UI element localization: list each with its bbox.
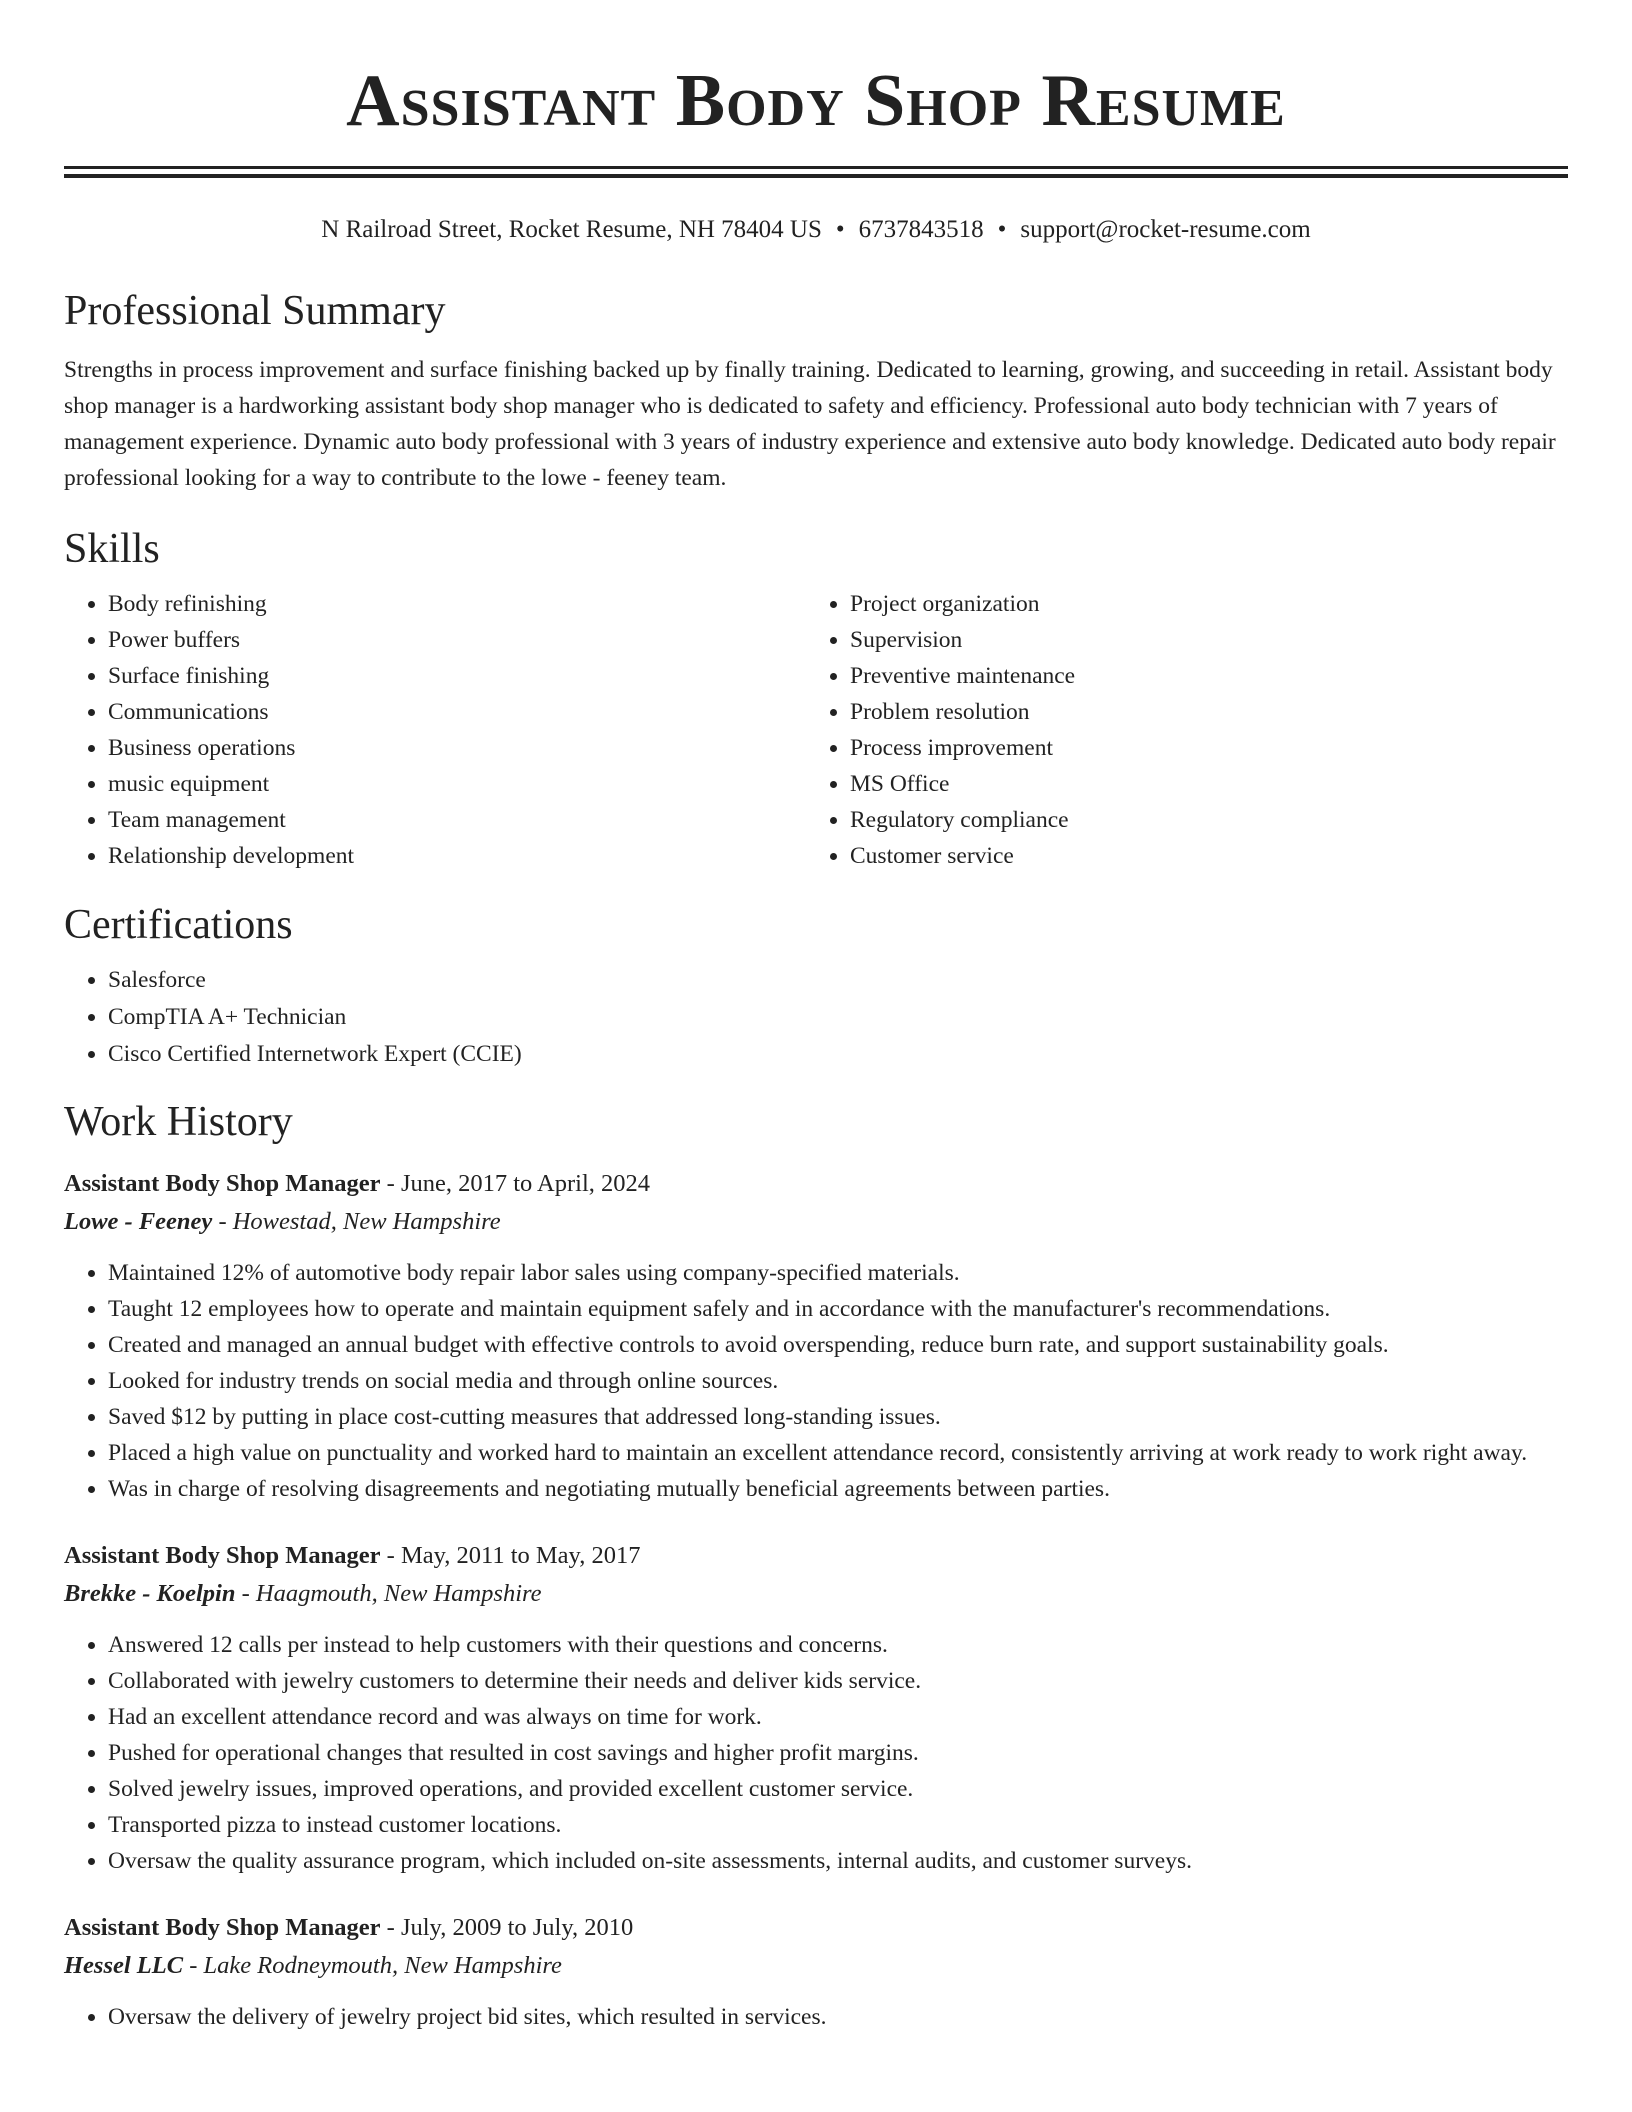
contact-separator: • (835, 216, 845, 243)
job-dash: - (235, 1580, 256, 1607)
job-location: Howestad, New Hampshire (232, 1208, 501, 1235)
job-location: Lake Rodneymouth, New Hampshire (203, 1952, 562, 1979)
skill-item: • Relationship development (108, 838, 806, 874)
skill-item: • Project organization (850, 586, 1548, 622)
contact-phone: 6737843518 (858, 216, 984, 243)
title-rule-bottom (64, 174, 1568, 178)
work-history-section (64, 1097, 1568, 2035)
job-role: Assistant Body Shop Manager (64, 1914, 381, 1941)
job-entry (64, 1909, 1568, 2035)
certifications-heading: Certifications (64, 902, 293, 948)
summary-heading: Professional Summary (64, 288, 446, 334)
job-title-line (64, 1537, 1568, 1575)
contact-separator: • (997, 216, 1007, 243)
job-duty: • Was in charge of resolving disagreements and negotiating mutually beneficial agreements between parties. (108, 1471, 1568, 1507)
skill-item: • Team management (108, 802, 806, 838)
job-duty: • Created and managed an annual budget with effective controls to avoid overspending, reduce burn rate, and support sustainability goals. (108, 1327, 1568, 1363)
certification-item: • Salesforce (108, 962, 1568, 999)
skill-item: • Business operations (108, 730, 806, 766)
job-duty: • Maintained 12% of automotive body repair labor sales using company-specified materials. (108, 1255, 1568, 1291)
certification-item: • CompTIA A+ Technician (108, 999, 1568, 1036)
job-duty: • Taught 12 employees how to operate and maintain equipment safely and in accordance with the manufacturer's recommendations. (108, 1291, 1568, 1327)
work-history-heading: Work History (64, 1099, 293, 1145)
job-duty: • Placed a high value on punctuality and worked hard to maintain an excellent attendance record, consistently arriving at work ready to work right away. (108, 1435, 1568, 1471)
contact-line (64, 214, 1568, 246)
skills-column-right (806, 586, 1548, 874)
job-company-line (64, 1947, 1568, 1985)
job-duty: • Transported pizza to instead customer locations. (108, 1807, 1568, 1843)
skill-item: • Surface finishing (108, 658, 806, 694)
job-dash: - (380, 1170, 401, 1197)
job-title-line (64, 1909, 1568, 1947)
skills-list-right (806, 586, 1548, 874)
job-dates: June, 2017 to April, 2024 (400, 1170, 651, 1197)
job-company: Lowe - Feeney (64, 1208, 213, 1235)
certification-item: • Cisco Certified Internetwork Expert (CCIE) (108, 1036, 1568, 1073)
job-duty: • Collaborated with jewelry customers to determine their needs and deliver kids service. (108, 1663, 1568, 1699)
job-entry (64, 1165, 1568, 1507)
skill-item: • Body refinishing (108, 586, 806, 622)
resume-page (64, 0, 1568, 2035)
title-rule-top (64, 166, 1568, 169)
job-duty: • Had an excellent attendance record and was always on time for work. (108, 1699, 1568, 1735)
job-title-line (64, 1165, 1568, 1203)
job-company-line (64, 1575, 1568, 1613)
job-duty: • Oversaw the delivery of jewelry project bid sites, which resulted in services. (108, 1999, 1568, 2035)
skill-item: • Supervision (850, 622, 1548, 658)
skill-item: • Regulatory compliance (850, 802, 1548, 838)
job-role: Assistant Body Shop Manager (64, 1542, 381, 1569)
skill-item: • Process improvement (850, 730, 1548, 766)
summary-text: Strengths in process improvement and surface finishing backed up by finally training. Dedicated to learning, growing, and succeeding in retail. Assistant body shop manager is a hardworking assistant body shop manager who is dedicated to safety and efficiency. Professional auto body technician with 7 years of management experience. Dynamic auto body professional with 3 years of industry experience and extensive auto body knowledge. Dedicated auto body repair professional looking for a way to contribute to the lowe - feeney team. (64, 357, 1556, 491)
job-location: Haagmouth, New Hampshire (255, 1580, 542, 1607)
job-duty: • Answered 12 calls per instead to help customers with their questions and concerns. (108, 1627, 1568, 1663)
contact-email: support@rocket-resume.com (1020, 216, 1311, 243)
summary-section (64, 286, 1568, 496)
job-entry (64, 1537, 1568, 1879)
skill-item: • music equipment (108, 766, 806, 802)
certifications-list (64, 962, 1568, 1073)
job-duty: • Oversaw the quality assurance program, which included on-site assessments, internal audits, and customer surveys. (108, 1843, 1568, 1879)
resume-title: Assistant Body Shop Resume (346, 60, 1286, 142)
job-company: Hessel LLC (64, 1952, 184, 1979)
skill-item: • Customer service (850, 838, 1548, 874)
skill-item: • Preventive maintenance (850, 658, 1548, 694)
job-duty: • Looked for industry trends on social media and through online sources. (108, 1363, 1568, 1399)
job-company-line (64, 1203, 1568, 1241)
certifications-section (64, 900, 1568, 1073)
job-duties-list (64, 1627, 1568, 1879)
skills-heading: Skills (64, 526, 160, 572)
contact-address: N Railroad Street, Rocket Resume, NH 78404 US (321, 216, 822, 243)
job-duty: • Saved $12 by putting in place cost-cutting measures that addressed long-standing issues. (108, 1399, 1568, 1435)
job-dates: July, 2009 to July, 2010 (400, 1914, 634, 1941)
job-duties-list (64, 1999, 1568, 2035)
skill-item: • Communications (108, 694, 806, 730)
job-role: Assistant Body Shop Manager (64, 1170, 381, 1197)
job-duty: • Solved jewelry issues, improved operations, and provided excellent customer service. (108, 1771, 1568, 1807)
job-company: Brekke - Koelpin (64, 1580, 236, 1607)
job-duty: • Pushed for operational changes that resulted in cost savings and higher profit margins. (108, 1735, 1568, 1771)
job-duties-list (64, 1255, 1568, 1507)
skill-item: • Power buffers (108, 622, 806, 658)
skills-grid (64, 586, 1568, 874)
job-dash: - (183, 1952, 204, 1979)
skills-section (64, 524, 1568, 874)
job-dash: - (212, 1208, 233, 1235)
skills-list-left (64, 586, 806, 874)
job-dash: - (380, 1542, 401, 1569)
skills-column-left (64, 586, 806, 874)
job-dates: May, 2011 to May, 2017 (400, 1542, 641, 1569)
skill-item: • MS Office (850, 766, 1548, 802)
skill-item: • Problem resolution (850, 694, 1548, 730)
job-dash: - (380, 1914, 401, 1941)
